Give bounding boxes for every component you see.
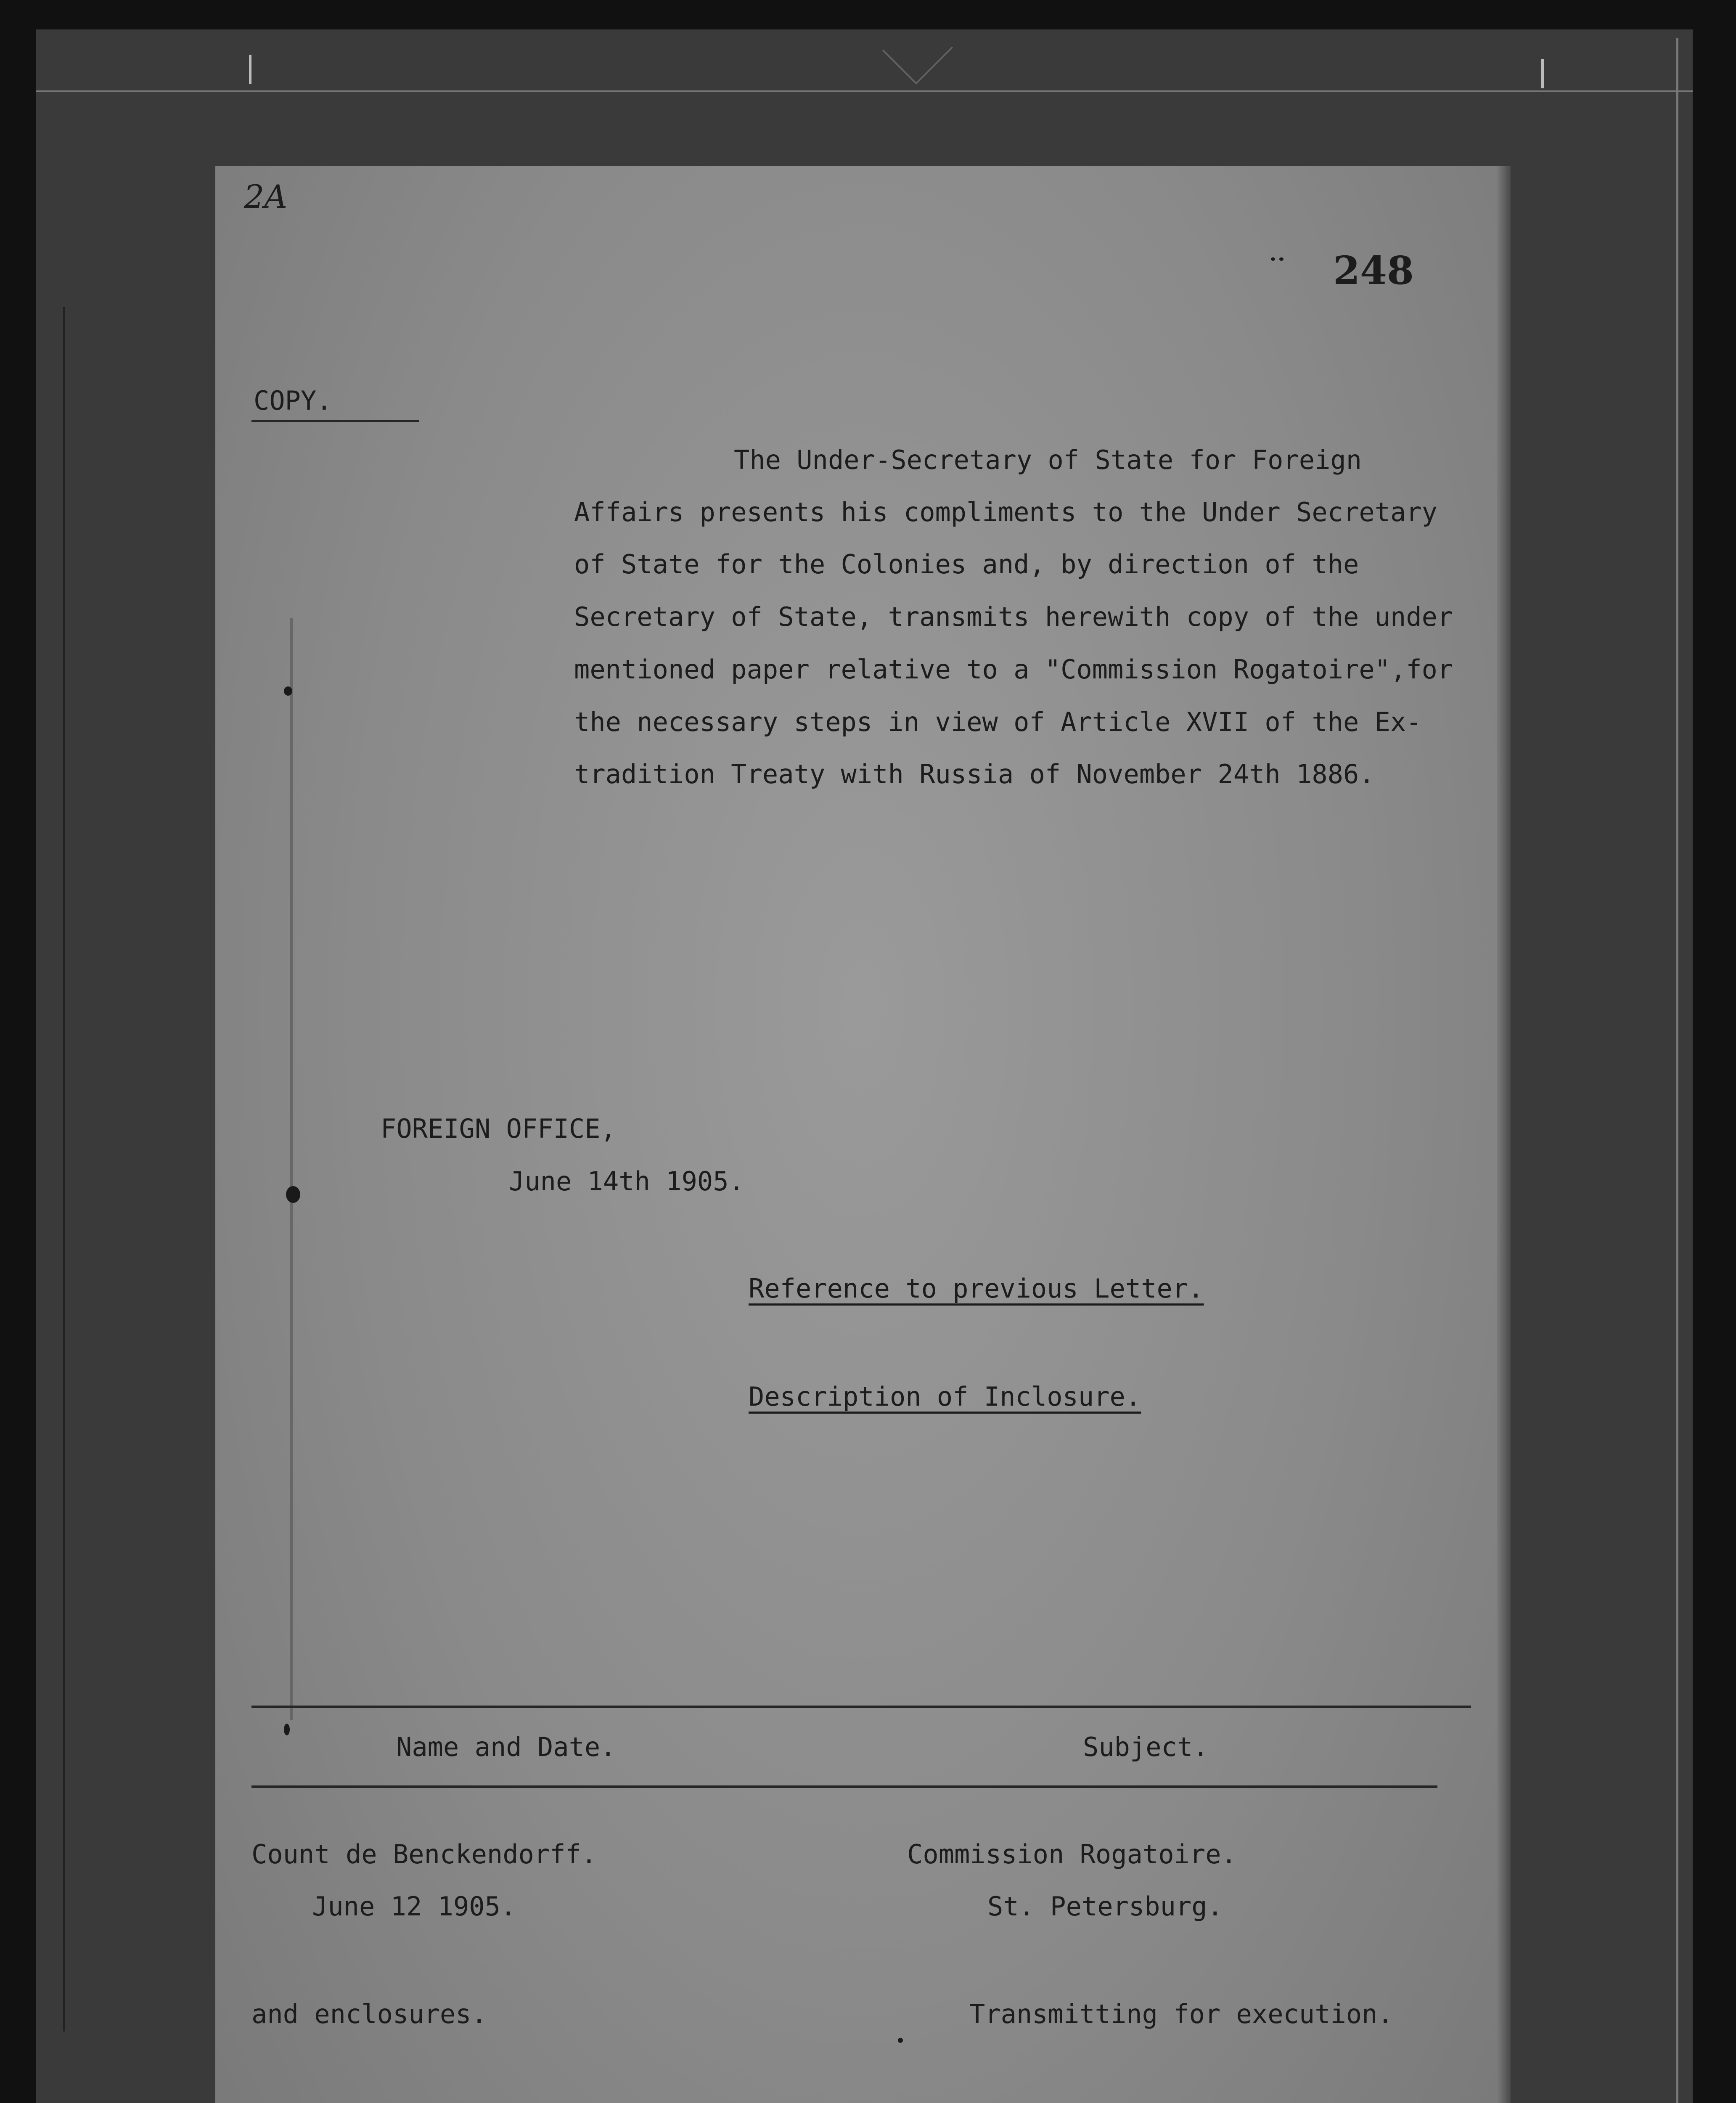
body-line-3: of State for the Colonies and, by direction of the [574,549,1359,580]
inclosure-subject: Commission Rogatoire. [907,1839,1237,1870]
copy-tag: COPY. [254,385,332,416]
body-line-1: The Under-Secretary of State for Foreign [734,445,1362,475]
inclosure-date: June 12 1905. [312,1891,516,1922]
ink-speck [284,1724,290,1735]
ink-speck [1279,257,1283,261]
ink-speck [898,2038,903,2043]
ink-speck [1271,257,1275,261]
inclosure-heading: Description of Inclosure. [749,1381,1141,1412]
punch-hole-mark [284,686,292,696]
body-line-7: tradition Treaty with Russia of November 24th 1886. [574,759,1375,789]
film-right-rule [1676,38,1678,2103]
punch-hole-mark [286,1186,300,1203]
office-name: FOREIGN OFFICE, [381,1113,616,1144]
copy-tag-rule [251,420,419,422]
column-header-subject: Subject. [1083,1732,1209,1762]
film-tick-left [249,55,251,84]
film-left-rule [63,307,65,2031]
body-line-6: the necessary steps in view of Article XVII of the Ex- [574,707,1422,737]
body-line-2: Affairs presents his compliments to the Under Secretary [574,497,1437,527]
inclosure-action: Transmitting for execution. [969,1999,1393,2029]
inclosure-name: Count de Benckendorff. [251,1839,597,1870]
inclosure-note: and enclosures. [251,1999,487,2029]
column-header-name-date: Name and Date. [396,1732,616,1762]
inclosure-place: St. Petersburg. [987,1891,1223,1922]
sheet-edge-shadow [1497,166,1511,2103]
folio-mark: 2A [244,178,288,215]
office-date: June 14th 1905. [509,1166,744,1197]
film-top-rule [36,90,1693,92]
body-line-5: mentioned paper relative to a "Commission Rogatoire",for [574,654,1453,685]
film-tick-right [1541,59,1544,88]
table-header-rule [251,1785,1437,1788]
table-top-rule [251,1706,1471,1708]
reference-heading: Reference to previous Letter. [749,1273,1204,1304]
page-number: 248 [1333,248,1414,293]
sheet-fold-line [290,618,293,1720]
body-line-4: Secretary of State, transmits herewith copy of the under [574,601,1453,632]
